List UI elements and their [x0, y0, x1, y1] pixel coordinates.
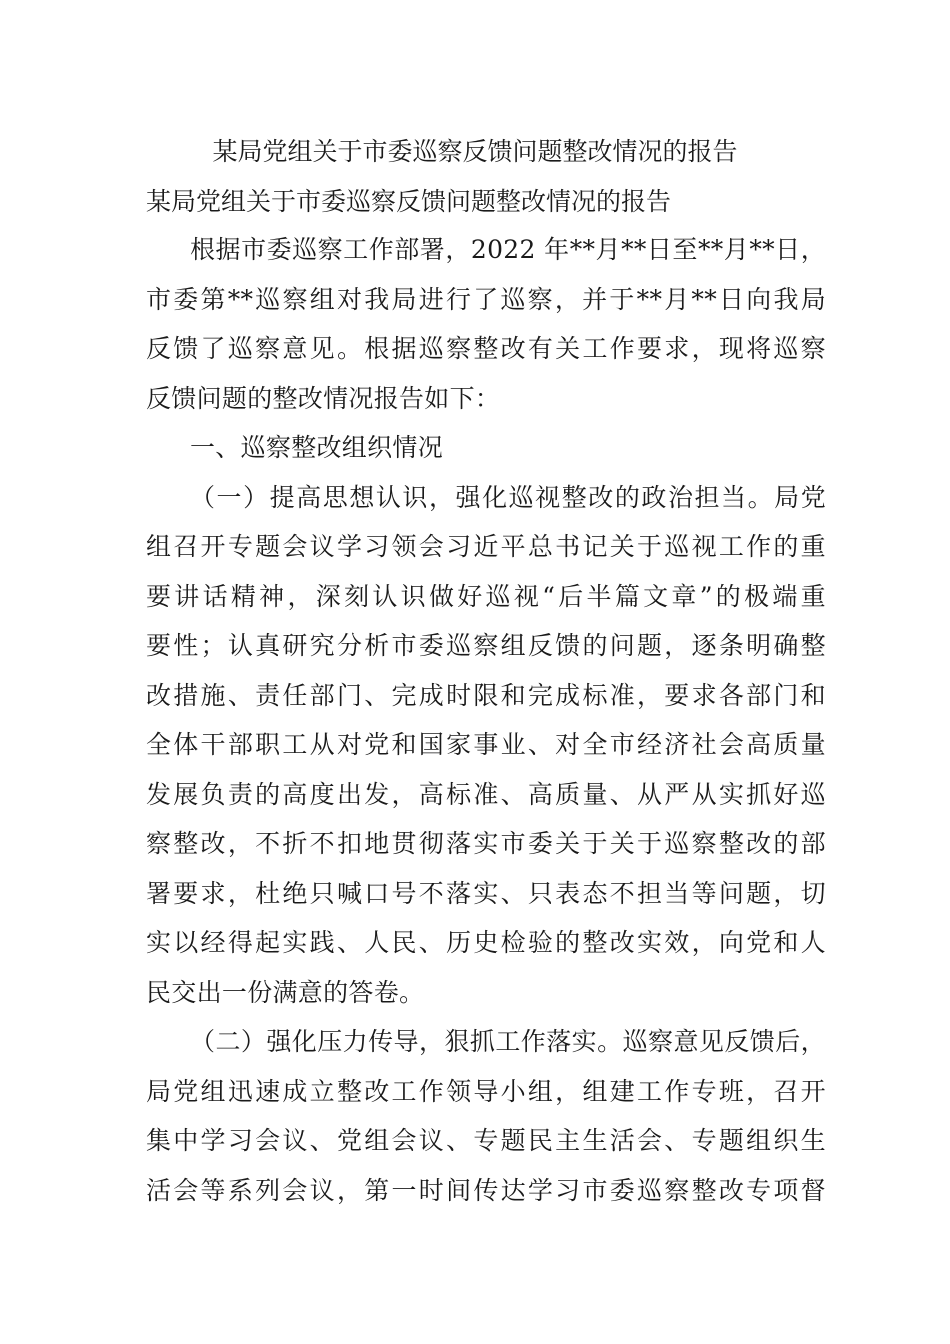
- paragraph-line: 市委第**巡察组对我局进行了巡察，并于**月**日向我局: [146, 284, 826, 314]
- section-heading: 一、巡察整改组织情况: [190, 433, 444, 462]
- document-subtitle: 某局党组关于市委巡察反馈问题整改情况的报告: [146, 187, 672, 216]
- paragraph-line: （二）强化压力传导，狠抓工作落实。巡察意见反馈后，: [190, 1027, 826, 1056]
- document-body: [146, 225, 826, 1215]
- paragraph-line: （一）提高思想认识，强化巡视整改的政治担当。局党: [190, 482, 826, 512]
- paragraph-line: 组召开专题会议学习领会习近平总书记关于巡视工作的重: [146, 532, 826, 561]
- paragraph-line: 局党组迅速成立整改工作领导小组，组建工作专班，召开: [146, 1076, 826, 1106]
- paragraph-line: 民交出一份满意的答卷。: [146, 977, 425, 1007]
- document-title: 某局党组关于市委巡察反馈问题整改情况的报告: [212, 137, 738, 166]
- paragraph-line: 反馈问题的整改情况报告如下：: [146, 383, 501, 413]
- paragraph-line: 察整改，不折不扣地贯彻落实市委关于关于巡察整改的部: [146, 829, 826, 858]
- paragraph-line: 全体干部职工从对党和国家事业、对全市经济社会高质量: [146, 730, 826, 759]
- paragraph-line: 发展负责的高度出发，高标准、高质量、从严从实抓好巡: [146, 779, 826, 809]
- paragraph-line: 实以经得起实践、人民、历史检验的整改实效，向党和人: [146, 928, 826, 957]
- paragraph-line: 署要求，杜绝只喊口号不落实、只表态不担当等问题，切: [146, 878, 826, 908]
- paragraph-line: 反馈了巡察意见。根据巡察整改有关工作要求，现将巡察: [146, 334, 826, 363]
- paragraph-line: 活会等系列会议，第一时间传达学习市委巡察整改专项督: [146, 1175, 826, 1205]
- paragraph-line: 改措施、责任部门、完成时限和完成标准，要求各部门和: [146, 680, 826, 710]
- paragraph-line: 要讲话精神，深刻认识做好巡视“后半篇文章”的极端重: [146, 581, 826, 611]
- paragraph-line: 要性；认真研究分析市委巡察组反馈的问题，逐条明确整: [146, 631, 826, 660]
- paragraph-line: 根据市委巡察工作部署，2022 年**月**日至**月**日，: [190, 235, 826, 264]
- paragraph-line: 集中学习会议、党组会议、专题民主生活会、专题组织生: [146, 1126, 826, 1155]
